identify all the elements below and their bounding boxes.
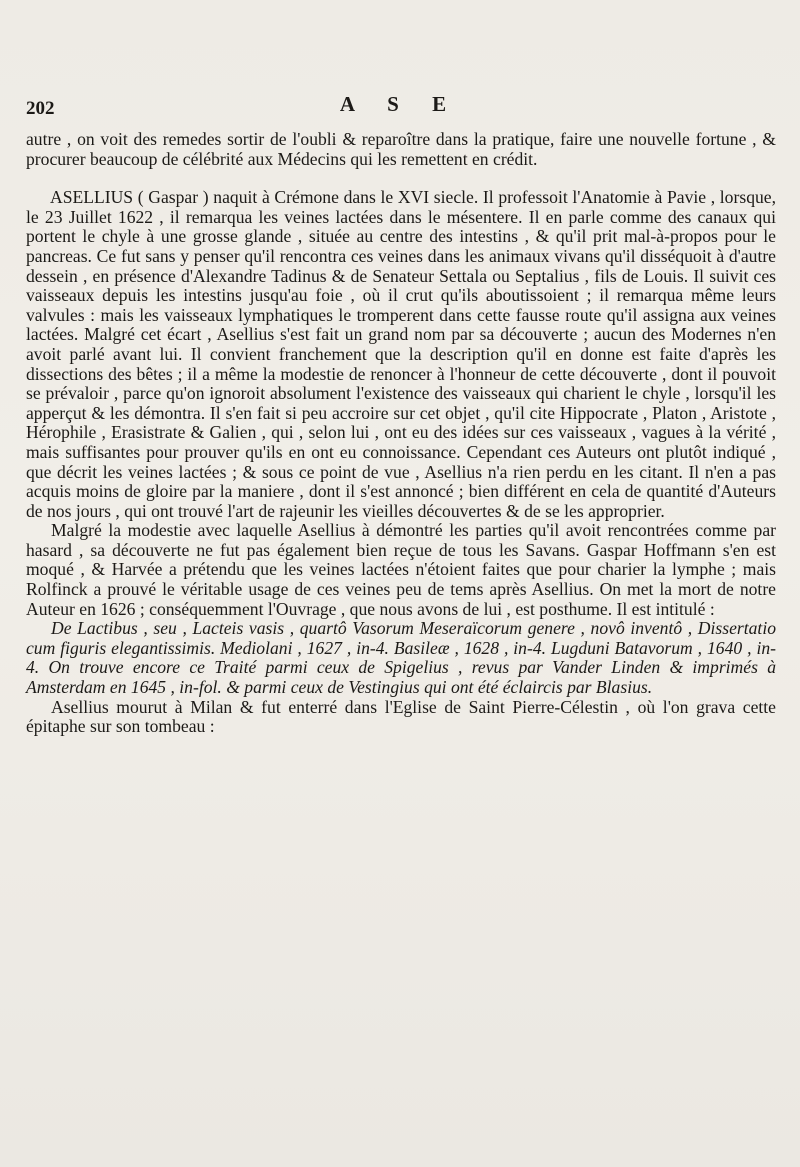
page-number: 202	[26, 98, 55, 119]
paragraph-bibliography: De Lactibus , seu , Lacteis vasis , quartô Vasorum Meseraïcorum genere , novô inventô , Dissertatio cum figuris elegantissimis. Mediolani , 1627 , in-4. Basileæ , 1628 , in-4. Lugduni Batavorum , 1640 , in-4. On trouve encore ce Traité parmi ceux de Spigelius , revus par Vander Linden & imprimés à Amsterdam en 1645 , in-fol. & parmi ceux de Vestingius qui ont été éclaircis par Blasius.	[26, 618, 776, 698]
page-body	[26, 130, 776, 737]
running-head: A S E	[339, 92, 461, 116]
paragraph-death: Asellius mourut à Milan & fut enterré dans l'Eglise de Saint Pierre-Célestin , où l'on grava cette épitaphe sur son tombeau :	[26, 696, 776, 737]
paragraph-continuation: autre , on voit des remedes sortir de l'oubli & reparoître dans la pratique, faire une nouvelle fortune , & procurer beaucoup de célébrité aux Médecins qui les remettent en crédit.	[26, 129, 776, 169]
paragraph-reception: Malgré la modestie avec laquelle Asellius à démontré les parties qu'il avoit rencontrées comme par hasard , sa découverte ne fut pas également bien reçue de tous les Savans. Gaspar Hoffmann s'en est moqué , & Harvée a prétendu que les veines lactées n'étoient faites que pour charier la lymphe ; mais Rolfinck a prouvé le véritable usage de ces veines peu de tems après Asellius. On met la mort de notre Auteur en 1626 ; conséquemment l'Ouvrage , que nous avons de lui , est posthume. Il est intitulé :	[26, 520, 776, 619]
page-header	[0, 90, 800, 120]
paragraph-asellius-entry: ASELLIUS ( Gaspar ) naquit à Crémone dans le XVI siecle. Il professoit l'Anatomie à Pavie , lorsque, le 23 Juillet 1622 , il remarqua les veines lactées dans le mésentere. Il en parle comme des canaux qui portent le chyle à une grosse glande , située au centre des intestins , & qu'il prit mal-à-propos pour le pancreas. Ce fut sans y penser qu'il rencontra ces veines dans les animaux vivans qu'il disséquoit à d'autre dessein , en présence d'Alexandre Tadinus & de Senateur Settala ou Septalius , fils de Louis. Il suivit ces vaisseaux depuis les intestins jusqu'au foie , où il crut qu'ils aboutissoient ; il remarqua même leurs valvules : mais les vaisseaux lymphatiques le tromperent dans cette fausse route qu'il assigna aux veines lactées. Malgré cet écart , Asellius s'est fait un grand nom par sa découverte ; aucun des Modernes n'en avoit parlé avant lui. Il convient franchement que la description qu'il en donne est faite d'après les dissections des bêtes ; il a même la modestie de renoncer à l'honneur de cette découverte , dont il pouvoit se prévaloir , parce qu'on ignoroit absolument l'existence des vaisseaux qui charient le chyle , lorsqu'il les apperçut & les démontra. Il s'en fait si peu accroire sur cet objet , qu'il cite Hippocrate , Platon , Aristote , Hérophile , Erasistrate & Galien , qui , selon lui , ont eu des idées sur ces vaisseaux , vagues à la vérité , mais suffisantes pour prouver qu'ils en ont eu connoissance. Cependant ces Auteurs ont plutôt indiqué , que décrit les veines lactées ; & sous ce point de vue , Asellius n'a rien perdu en les citant. Il n'en a pas acquis moins de gloire par la maniere , dont il s'est annoncé ; bien différent en cela de quantité d'Auteurs de nos jours , qui ont trouvé l'art de rajeunir les vieilles découvertes & de se les approprier.	[26, 187, 776, 521]
